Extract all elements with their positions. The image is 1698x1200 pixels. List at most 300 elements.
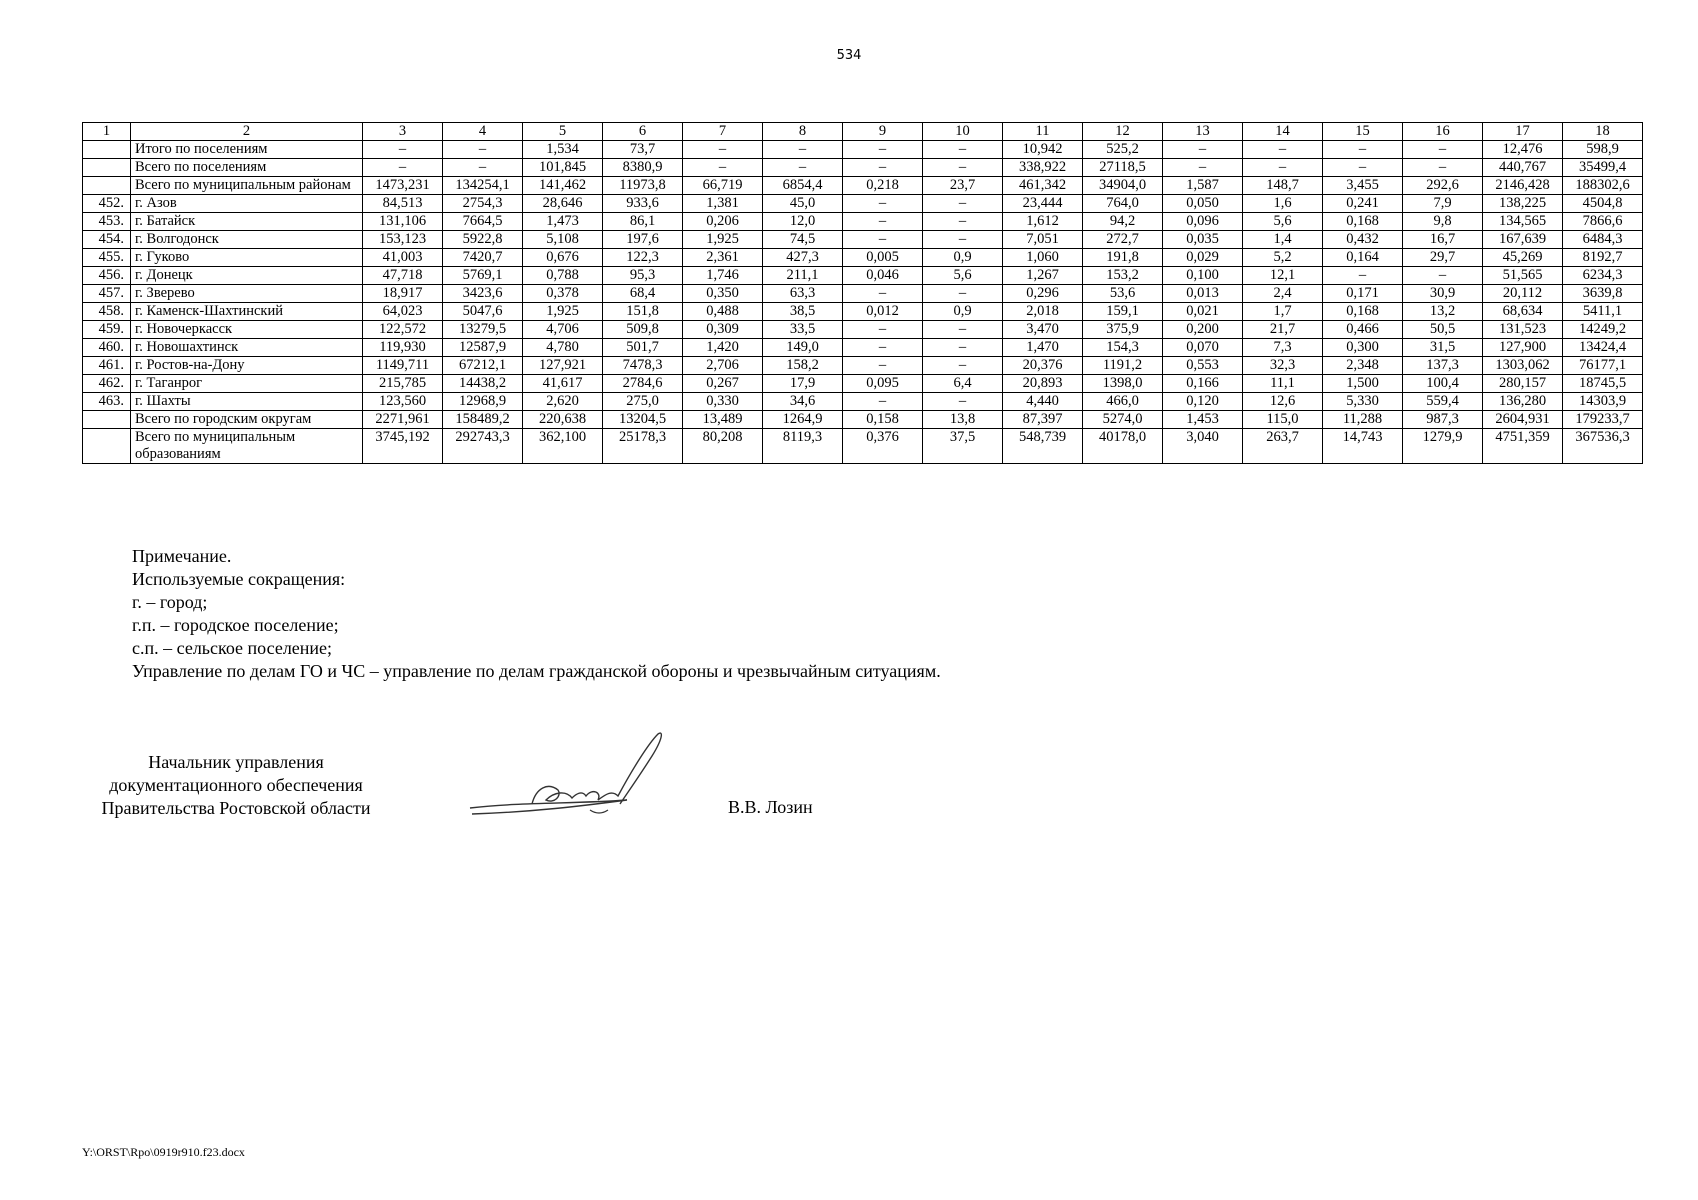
table-cell: 0,378 [523, 285, 603, 303]
table-cell: – [1243, 141, 1323, 159]
table-cell: 0,029 [1163, 249, 1243, 267]
table-cell: 34904,0 [1083, 177, 1163, 195]
table-cell: 13424,4 [1563, 339, 1643, 357]
table-cell: 0,171 [1323, 285, 1403, 303]
table-cell: 0,013 [1163, 285, 1243, 303]
table-cell: – [923, 285, 1003, 303]
table-cell: 0,046 [843, 267, 923, 285]
table-cell: 0,9 [923, 303, 1003, 321]
row-name: г. Волгодонск [131, 231, 363, 249]
table-cell: 45,269 [1483, 249, 1563, 267]
table-cell: 7420,7 [443, 249, 523, 267]
signer-name: В.В. Лозин [728, 797, 813, 817]
table-row [83, 303, 1643, 321]
table-cell: – [1323, 159, 1403, 177]
table-cell: 1,420 [683, 339, 763, 357]
table-cell: 13204,5 [603, 411, 683, 429]
table-cell: 0,158 [843, 411, 923, 429]
table-cell: 2784,6 [603, 375, 683, 393]
table-cell: 0,012 [843, 303, 923, 321]
table-cell: 33,5 [763, 321, 843, 339]
table-cell: 292743,3 [443, 429, 523, 464]
table-cell: 215,785 [363, 375, 443, 393]
table-cell: 0,168 [1323, 213, 1403, 231]
table-cell: 14438,2 [443, 375, 523, 393]
table-cell: 188302,6 [1563, 177, 1643, 195]
table-cell: 2146,428 [1483, 177, 1563, 195]
table-cell: – [923, 393, 1003, 411]
table-cell: 74,5 [763, 231, 843, 249]
table-cell: 1,381 [683, 195, 763, 213]
table-row [83, 249, 1643, 267]
table-cell: 1,587 [1163, 177, 1243, 195]
table-cell: 8119,3 [763, 429, 843, 464]
table-cell: 115,0 [1243, 411, 1323, 429]
table-cell: 1,534 [523, 141, 603, 159]
table-cell: 2754,3 [443, 195, 523, 213]
row-number [83, 159, 131, 177]
table-header-row [83, 123, 1643, 141]
table-cell: 5,2 [1243, 249, 1323, 267]
row-name: Всего по муниципальным образованиям [131, 429, 363, 464]
abbreviation-item: Управление по делам ГО и ЧС – управление по делам гражданской обороны и чрезвычайным ситуациям. [132, 661, 941, 681]
row-number: 462. [83, 375, 131, 393]
table-cell: 68,4 [603, 285, 683, 303]
table-cell: 1303,062 [1483, 357, 1563, 375]
table-cell: 11,288 [1323, 411, 1403, 429]
abbreviation-item: с.п. – сельское поселение; [132, 638, 333, 658]
table-cell: 280,157 [1483, 375, 1563, 393]
table-cell: 1,060 [1003, 249, 1083, 267]
table-cell: 1,267 [1003, 267, 1083, 285]
table-cell: – [923, 231, 1003, 249]
table-cell: – [843, 321, 923, 339]
table-cell: 7664,5 [443, 213, 523, 231]
signatory-title [76, 751, 396, 820]
table-cell: – [843, 231, 923, 249]
table-cell: 427,3 [763, 249, 843, 267]
table-cell: – [1243, 159, 1323, 177]
table-cell: 211,1 [763, 267, 843, 285]
table-cell: 2,361 [683, 249, 763, 267]
table-cell: 1,4 [1243, 231, 1323, 249]
table-cell: 6854,4 [763, 177, 843, 195]
table-cell: 148,7 [1243, 177, 1323, 195]
notes-title: Примечание. [132, 546, 232, 566]
abbreviations-heading: Используемые сокращения: [132, 569, 346, 589]
column-header: 17 [1483, 123, 1563, 141]
table-cell: – [363, 159, 443, 177]
column-header: 13 [1163, 123, 1243, 141]
table-cell: 0,241 [1323, 195, 1403, 213]
table-cell: 50,5 [1403, 321, 1483, 339]
table-cell: 35499,4 [1563, 159, 1643, 177]
table-cell: 122,572 [363, 321, 443, 339]
table-cell: 41,003 [363, 249, 443, 267]
table-cell: 1,925 [523, 303, 603, 321]
table-cell: 440,767 [1483, 159, 1563, 177]
table-cell: 0,166 [1163, 375, 1243, 393]
row-name: г. Шахты [131, 393, 363, 411]
table-cell: 0,376 [843, 429, 923, 464]
table-row [83, 177, 1643, 195]
table-cell: 87,397 [1003, 411, 1083, 429]
table-cell: 73,7 [603, 141, 683, 159]
table-cell: – [443, 159, 523, 177]
table-cell: 501,7 [603, 339, 683, 357]
table-cell: – [1323, 141, 1403, 159]
table-cell: 95,3 [603, 267, 683, 285]
table-cell: 559,4 [1403, 393, 1483, 411]
table-row [83, 195, 1643, 213]
table-cell: 12968,9 [443, 393, 523, 411]
table-cell: 0,267 [683, 375, 763, 393]
column-header: 4 [443, 123, 523, 141]
row-name: г. Донецк [131, 267, 363, 285]
table-cell: 4751,359 [1483, 429, 1563, 464]
table-cell: 0,206 [683, 213, 763, 231]
table-cell: 7,9 [1403, 195, 1483, 213]
table-cell: 131,523 [1483, 321, 1563, 339]
table-cell: 0,005 [843, 249, 923, 267]
table-cell: 1,473 [523, 213, 603, 231]
table-cell: 987,3 [1403, 411, 1483, 429]
table-cell: – [923, 213, 1003, 231]
row-name: г. Новочеркасск [131, 321, 363, 339]
table-cell: 179233,7 [1563, 411, 1643, 429]
table-cell: 63,3 [763, 285, 843, 303]
table-cell: – [1403, 159, 1483, 177]
table-row [83, 267, 1643, 285]
column-header: 15 [1323, 123, 1403, 141]
abbreviation-item: г.п. – городское поселение; [132, 615, 339, 635]
table-cell: 158489,2 [443, 411, 523, 429]
table-cell: 0,050 [1163, 195, 1243, 213]
table-cell: 3,455 [1323, 177, 1403, 195]
row-number: 452. [83, 195, 131, 213]
row-number: 457. [83, 285, 131, 303]
table-cell: 0,100 [1163, 267, 1243, 285]
table-cell: – [923, 195, 1003, 213]
table-cell: 0,553 [1163, 357, 1243, 375]
table-cell: 8192,7 [1563, 249, 1643, 267]
row-number [83, 411, 131, 429]
table-cell: 13279,5 [443, 321, 523, 339]
table-cell: – [923, 339, 1003, 357]
notes-section [132, 545, 941, 683]
page-number: 534 [836, 48, 862, 63]
table-cell: 12,0 [763, 213, 843, 231]
table-cell: – [1163, 159, 1243, 177]
table-cell: 18,917 [363, 285, 443, 303]
table-cell: 1,925 [683, 231, 763, 249]
table-cell: – [763, 141, 843, 159]
table-cell: 20,376 [1003, 357, 1083, 375]
table-cell: 122,3 [603, 249, 683, 267]
table-cell: 1279,9 [1403, 429, 1483, 464]
table-cell: 119,930 [363, 339, 443, 357]
table-cell: – [683, 159, 763, 177]
handwritten-signature [462, 730, 682, 825]
table-cell: 18745,5 [1563, 375, 1643, 393]
table-cell: 6484,3 [1563, 231, 1643, 249]
table-cell: – [923, 321, 1003, 339]
table-cell: 5,6 [923, 267, 1003, 285]
table-cell: 14,743 [1323, 429, 1403, 464]
table-cell: – [923, 141, 1003, 159]
table-cell: – [1403, 141, 1483, 159]
table-cell: 5,330 [1323, 393, 1403, 411]
column-header: 7 [683, 123, 763, 141]
row-number: 454. [83, 231, 131, 249]
table-cell: 2,706 [683, 357, 763, 375]
table-row [83, 429, 1643, 464]
table-cell: 3,040 [1163, 429, 1243, 464]
table-cell: 1,453 [1163, 411, 1243, 429]
table-cell: 7866,6 [1563, 213, 1643, 231]
table-cell: 3639,8 [1563, 285, 1643, 303]
table-cell: 1473,231 [363, 177, 443, 195]
row-number: 460. [83, 339, 131, 357]
row-name: Всего по городским округам [131, 411, 363, 429]
table-cell: 94,2 [1083, 213, 1163, 231]
table-cell: – [363, 141, 443, 159]
row-number: 453. [83, 213, 131, 231]
table-cell: 12,6 [1243, 393, 1323, 411]
table-cell: 138,225 [1483, 195, 1563, 213]
row-number: 463. [83, 393, 131, 411]
table-cell: 1,6 [1243, 195, 1323, 213]
table-cell: 127,921 [523, 357, 603, 375]
table-cell: 23,7 [923, 177, 1003, 195]
table-cell: 80,208 [683, 429, 763, 464]
column-header: 5 [523, 123, 603, 141]
table-cell: 1,7 [1243, 303, 1323, 321]
table-cell: – [443, 141, 523, 159]
table-cell: 101,845 [523, 159, 603, 177]
table-cell: – [843, 213, 923, 231]
row-name: г. Таганрог [131, 375, 363, 393]
abbreviation-item: г. – город; [132, 592, 208, 612]
table-row [83, 231, 1643, 249]
table-cell: 509,8 [603, 321, 683, 339]
row-name: г. Гуково [131, 249, 363, 267]
table-cell: – [843, 285, 923, 303]
table-cell: 338,922 [1003, 159, 1083, 177]
row-name: Всего по поселениям [131, 159, 363, 177]
table-cell: 5769,1 [443, 267, 523, 285]
table-cell: 0,788 [523, 267, 603, 285]
table-cell: – [843, 141, 923, 159]
row-name: Итого по поселениям [131, 141, 363, 159]
table-row [83, 321, 1643, 339]
table-cell: 13,8 [923, 411, 1003, 429]
table-cell: 220,638 [523, 411, 603, 429]
table-cell: 1149,711 [363, 357, 443, 375]
table-cell: 1264,9 [763, 411, 843, 429]
table-cell: 67212,1 [443, 357, 523, 375]
table-cell: 151,8 [603, 303, 683, 321]
table-cell: 51,565 [1483, 267, 1563, 285]
table-cell: 1,470 [1003, 339, 1083, 357]
table-cell: 0,164 [1323, 249, 1403, 267]
table-cell: – [843, 393, 923, 411]
table-cell: 5411,1 [1563, 303, 1643, 321]
table-cell: – [683, 141, 763, 159]
table-cell: 2271,961 [363, 411, 443, 429]
table-cell: 131,106 [363, 213, 443, 231]
table-cell: 7478,3 [603, 357, 683, 375]
column-header: 3 [363, 123, 443, 141]
table-cell: 14303,9 [1563, 393, 1643, 411]
table-cell: 27118,5 [1083, 159, 1163, 177]
table-cell: – [1323, 267, 1403, 285]
table-cell: 0,168 [1323, 303, 1403, 321]
table-cell: 38,5 [763, 303, 843, 321]
table-cell: 41,617 [523, 375, 603, 393]
table-cell: 0,300 [1323, 339, 1403, 357]
row-number: 461. [83, 357, 131, 375]
table-cell: 2,018 [1003, 303, 1083, 321]
table-cell: 5922,8 [443, 231, 523, 249]
table-cell: 191,8 [1083, 249, 1163, 267]
column-header: 1 [83, 123, 131, 141]
table-cell: – [843, 195, 923, 213]
table-cell: 6234,3 [1563, 267, 1643, 285]
column-header: 2 [131, 123, 363, 141]
table-cell: 0,296 [1003, 285, 1083, 303]
table-cell: 0,035 [1163, 231, 1243, 249]
table-cell: – [763, 159, 843, 177]
table-cell: 1,500 [1323, 375, 1403, 393]
table-cell: 7,3 [1243, 339, 1323, 357]
table-cell: 100,4 [1403, 375, 1483, 393]
table-cell: 30,9 [1403, 285, 1483, 303]
table-cell: 149,0 [763, 339, 843, 357]
row-name: г. Зверево [131, 285, 363, 303]
table-cell: 0,120 [1163, 393, 1243, 411]
table-cell: 4,440 [1003, 393, 1083, 411]
row-name: г. Ростов-на-Дону [131, 357, 363, 375]
table-cell: 53,6 [1083, 285, 1163, 303]
table-row [83, 159, 1643, 177]
row-number: 456. [83, 267, 131, 285]
table-cell: 153,123 [363, 231, 443, 249]
table-cell: 275,0 [603, 393, 683, 411]
table-cell: 14249,2 [1563, 321, 1643, 339]
table-cell: 0,070 [1163, 339, 1243, 357]
table-cell: – [843, 159, 923, 177]
table-cell: 8380,9 [603, 159, 683, 177]
table-cell: – [923, 357, 1003, 375]
table-cell: 154,3 [1083, 339, 1163, 357]
table-cell: 466,0 [1083, 393, 1163, 411]
table-cell: 0,488 [683, 303, 763, 321]
table-cell: 25178,3 [603, 429, 683, 464]
row-name: г. Каменск-Шахтинский [131, 303, 363, 321]
table-cell: 598,9 [1563, 141, 1643, 159]
table-cell: 66,719 [683, 177, 763, 195]
column-header: 11 [1003, 123, 1083, 141]
column-header: 9 [843, 123, 923, 141]
table-cell: 0,218 [843, 177, 923, 195]
table-cell: 159,1 [1083, 303, 1163, 321]
signatory-title-line: Правительства Ростовской области [101, 798, 371, 818]
table-cell: – [843, 339, 923, 357]
table-cell: 45,0 [763, 195, 843, 213]
table-cell: 0,350 [683, 285, 763, 303]
table-cell: 461,342 [1003, 177, 1083, 195]
table-cell: 11973,8 [603, 177, 683, 195]
table-row [83, 141, 1643, 159]
row-number: 455. [83, 249, 131, 267]
table-cell: 31,5 [1403, 339, 1483, 357]
table-cell: 5,108 [523, 231, 603, 249]
table-cell: 272,7 [1083, 231, 1163, 249]
column-header: 10 [923, 123, 1003, 141]
table-cell: 1,746 [683, 267, 763, 285]
table-cell: 0,9 [923, 249, 1003, 267]
table-cell: 136,280 [1483, 393, 1563, 411]
table-row [83, 357, 1643, 375]
table-cell: 12,1 [1243, 267, 1323, 285]
table-cell: 28,646 [523, 195, 603, 213]
row-name: г. Азов [131, 195, 363, 213]
table-cell: 4,780 [523, 339, 603, 357]
table-cell: 0,200 [1163, 321, 1243, 339]
table-cell: 123,560 [363, 393, 443, 411]
table-cell: 0,021 [1163, 303, 1243, 321]
row-number: 459. [83, 321, 131, 339]
table-cell: 5047,6 [443, 303, 523, 321]
column-header: 16 [1403, 123, 1483, 141]
table-cell: 20,893 [1003, 375, 1083, 393]
column-header: 12 [1083, 123, 1163, 141]
table-cell: 0,096 [1163, 213, 1243, 231]
table-cell: 127,900 [1483, 339, 1563, 357]
table-cell: 0,466 [1323, 321, 1403, 339]
table-cell: 3745,192 [363, 429, 443, 464]
table-cell: 1,612 [1003, 213, 1083, 231]
table-cell: – [1163, 141, 1243, 159]
table-cell: 367536,3 [1563, 429, 1643, 464]
table-cell: 4,706 [523, 321, 603, 339]
table-row [83, 285, 1643, 303]
table-cell: 23,444 [1003, 195, 1083, 213]
column-header: 18 [1563, 123, 1643, 141]
table-cell: 1191,2 [1083, 357, 1163, 375]
table-cell: 29,7 [1403, 249, 1483, 267]
table-cell: 764,0 [1083, 195, 1163, 213]
table-row [83, 339, 1643, 357]
table-cell: 12,476 [1483, 141, 1563, 159]
table-cell: 32,3 [1243, 357, 1323, 375]
table-row [83, 375, 1643, 393]
table-cell: 68,634 [1483, 303, 1563, 321]
row-number [83, 141, 131, 159]
table-cell: 141,462 [523, 177, 603, 195]
table-cell: 137,3 [1403, 357, 1483, 375]
table-cell: 11,1 [1243, 375, 1323, 393]
column-header: 8 [763, 123, 843, 141]
table-cell: 76177,1 [1563, 357, 1643, 375]
table-cell: 2,4 [1243, 285, 1323, 303]
column-header: 14 [1243, 123, 1323, 141]
row-number [83, 177, 131, 195]
table-cell: 292,6 [1403, 177, 1483, 195]
column-header: 6 [603, 123, 683, 141]
table-cell: 134,565 [1483, 213, 1563, 231]
